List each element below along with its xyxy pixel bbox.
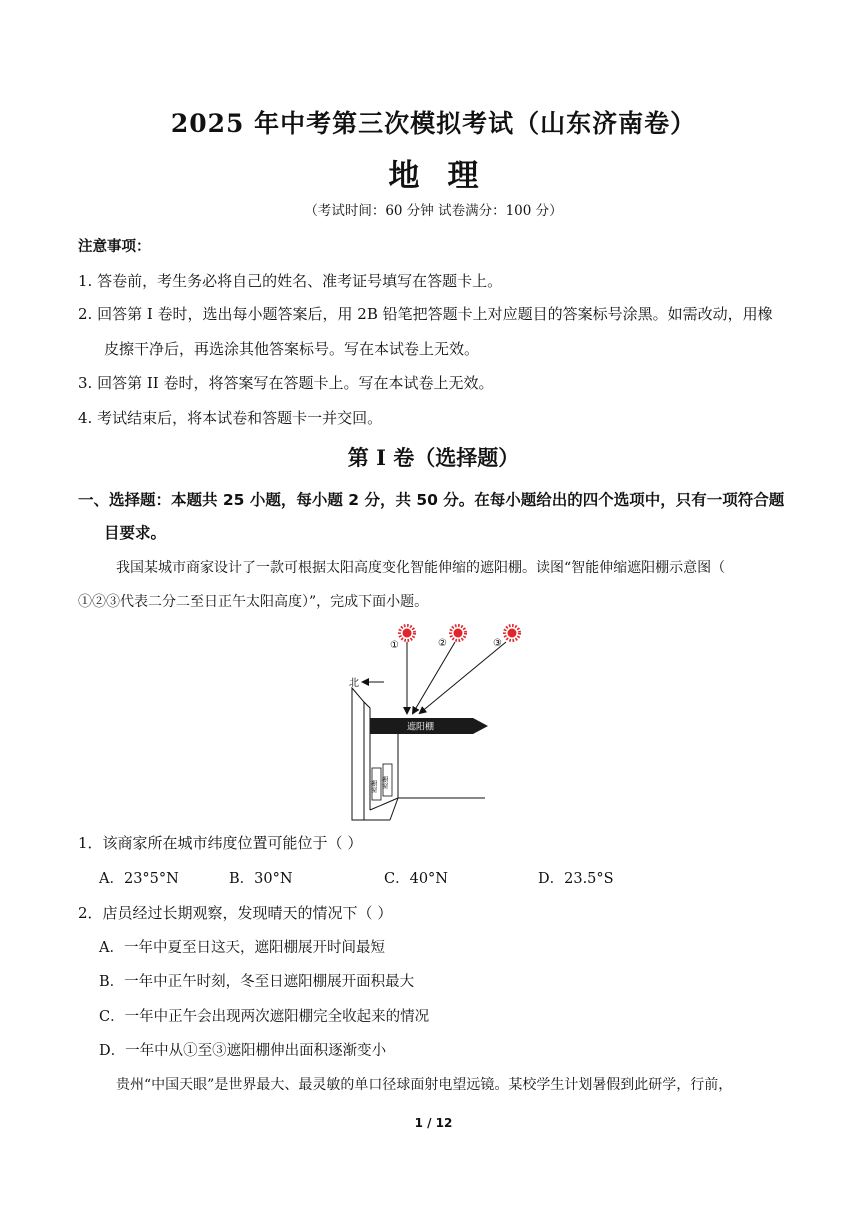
notice-item-2-cont: 皮擦干净后，再选涂其他答案标号。写在本试卷上无效。 bbox=[104, 340, 480, 358]
question-2-option-a: A．一年中夏至日这天，遮阳棚展开时间最短 bbox=[99, 940, 385, 956]
question-2-option-b: B．一年中正午时刻，冬至日遮阳棚展开面积最大 bbox=[99, 974, 415, 990]
building-wall bbox=[352, 688, 364, 820]
question-1-option-c: C．40°N bbox=[384, 871, 448, 887]
passage-text-cont: ①②③代表二分二至日正午太阳高度）”，完成下面小题。 bbox=[78, 594, 429, 610]
exam-title: 2025 年中考第三次模拟考试（山东济南卷） bbox=[170, 109, 697, 138]
sun-label-3: ③ bbox=[493, 638, 502, 649]
sun-icon-3 bbox=[505, 626, 520, 641]
page-number: 1 / 12 bbox=[414, 1116, 453, 1130]
sun-ray-3 bbox=[420, 642, 506, 713]
sun-ray-2 bbox=[413, 642, 455, 713]
next-passage-text: 贵州“中国天眼”是世界最大、最灵敏的单口径球面射电望远镜。某校学生计划暑假到此研学，行前， bbox=[116, 1077, 733, 1093]
section-instruction-cont: 目要求。 bbox=[104, 524, 167, 542]
question-1-option-a: A．23°5°N bbox=[99, 871, 179, 887]
awning-label: 遮阳棚 bbox=[407, 722, 435, 733]
sun-icon-2 bbox=[451, 626, 466, 641]
north-label: 北 bbox=[349, 678, 359, 689]
notice-item-1: 1. 答卷前，考生务必将自己的姓名、准考证号填写在答题卡上。 bbox=[78, 272, 503, 290]
notice-item-2: 2. 回答第 I 卷时，选出每小题答案后，用 2B 铅笔把答题卡上对应题目的答案标号涂黑。如需改动，用橡 bbox=[78, 305, 773, 323]
sun-label-2: ② bbox=[438, 638, 447, 649]
section-title: 第 I 卷（选择题） bbox=[347, 445, 520, 470]
question-2-option-c: C．一年中正午会出现两次遮阳棚完全收起来的情况 bbox=[99, 1009, 430, 1025]
notice-item-4: 4. 考试结束后，将本试卷和答题卡一并交回。 bbox=[78, 409, 383, 427]
sun-label-1: ① bbox=[390, 640, 399, 651]
shop-window-label-left: 橱窗 bbox=[369, 780, 378, 793]
notice-heading: 注意事项： bbox=[78, 239, 151, 255]
question-2-stem: 2．店员经过长期观察，发现晴天的情况下（ ） bbox=[78, 904, 393, 922]
sun-icon-1 bbox=[400, 626, 415, 641]
awning-diagram bbox=[340, 618, 540, 828]
question-1-option-d: D．23.5°S bbox=[538, 871, 614, 887]
section-instruction: 一、选择题：本题共 25 小题，每小题 2 分，共 50 分。在每小题给出的四个选项中，只有一项符合题 bbox=[78, 491, 785, 509]
question-2-option-d: D．一年中从①至③遮阳棚伸出面积逐渐变小 bbox=[99, 1043, 387, 1059]
exam-info: （考试时间：60 分钟 试卷满分：100 分） bbox=[304, 203, 563, 219]
exam-subject: 地理 bbox=[388, 158, 507, 194]
notice-item-3: 3. 回答第 II 卷时，将答案写在答题卡上。写在本试卷上无效。 bbox=[78, 374, 494, 392]
question-1-option-b: B．30°N bbox=[229, 871, 293, 887]
shop-window-label-right: 橱窗 bbox=[380, 776, 389, 789]
passage-text: 我国某城市商家设计了一款可根据太阳高度变化智能伸缩的遮阳棚。读图“智能伸缩遮阳棚示意图（ bbox=[116, 560, 726, 576]
question-1-stem: 1．该商家所在城市纬度位置可能位于（ ） bbox=[78, 834, 363, 852]
